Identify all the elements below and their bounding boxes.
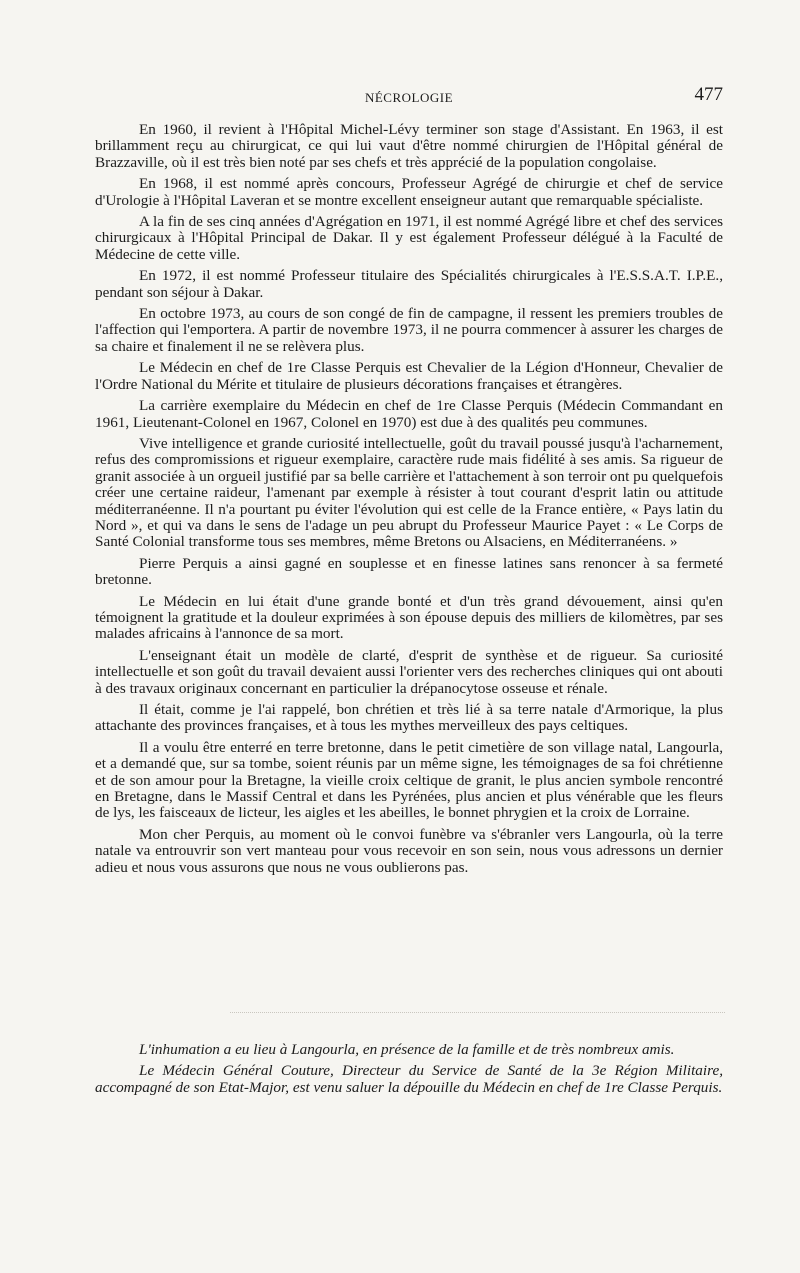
paragraph: En 1968, il est nommé après concours, Professeur Agrégé de chirurgie et chef de service d'Urologie à l'Hôpital Laveran et se montre excellent enseigneur autant que remarquable spécialiste.	[95, 175, 723, 209]
paragraph: Vive intelligence et grande curiosité intellectuelle, goût du travail poussé jusqu'à l'acharnement, refus des compromissions et rigueur exemplaire, caractère rude mais fidélité à ses amis. Sa rigueur de granit associée à un orgueil justifié par sa belle carrière et l'attachement à son terroir ont pu quelquefois créer une certaine raideur, l'amenant par exemple à résister à tout courant d'esprit latin ou attitude méditerranéenne. Il n'a pourtant pu éviter l'évolution qui est celle de la France entière, « Pays latin du Nord », et qui va dans le sens de l'adage un peu abrupt du Professeur Maurice Payet : « Le Corps de Santé Colonial transforme tous ses membres, même Bretons ou Alsaciens, en Méditerranéens. »	[95, 434, 723, 551]
paragraph: Pierre Perquis a ainsi gagné en souplesse et en finesse latines sans renoncer à sa fermeté bretonne.	[95, 554, 723, 589]
paragraph: Mon cher Perquis, au moment où le convoi funèbre va s'ébranler vers Langourla, où la terre natale va entrouvrir son vert manteau pour vous recevoir en son sein, nous vous adressons un dernier adieu et nous vous assurons que nous ne vous oublierons pas.	[95, 825, 723, 876]
page-number: 477	[694, 84, 723, 105]
paragraph: A la fin de ses cinq années d'Agrégation en 1971, il est nommé Agrégé libre et chef des services chirurgicaux à l'Hôpital Principal de Dakar. Il y est également Professeur délégué à la Faculté de Médecine de cette ville.	[95, 213, 723, 263]
paragraph: En 1960, il revient à l'Hôpital Michel-Lévy terminer son stage d'Assistant. En 1963, il est brillamment reçu au chirurgicat, ce qui lui vaut d'être nommé chirurgien de l'Hôpital général de Brazzaville, où il est très bien noté par ses chefs et très apprécié de la population congolaise.	[95, 121, 723, 171]
page-header	[95, 84, 723, 114]
closing-paragraph: L'inhumation a eu lieu à Langourla, en présence de la famille et de très nombreux amis.	[139, 1041, 675, 1058]
paragraph: Il était, comme je l'ai rappelé, bon chrétien et très lié à sa terre natale d'Armorique, la plus attachante des provinces françaises, et à tous les mythes merveilleux des pays celtiques.	[95, 701, 723, 735]
paragraph: La carrière exemplaire du Médecin en chef de 1re Classe Perquis (Médecin Commandant en 1961, Lieutenant-Colonel en 1967, Colonel en 1970) est due à des qualités peu communes.	[95, 397, 723, 431]
closing-notes	[95, 1042, 723, 1101]
paragraph: En 1972, il est nommé Professeur titulaire des Spécialités chirurgicales à l'E.S.S.A.T. I.P.E., pendant son séjour à Dakar.	[95, 267, 723, 301]
paragraph: Le Médecin en lui était d'une grande bonté et d'un très grand dévouement, ainsi qu'en témoignent la gratitude et la douleur exprimées à son épouse depuis des milliers de kilomètres, par ses malades africains à l'annonce de sa mort.	[95, 592, 723, 643]
paragraph: L'enseignant était un modèle de clarté, d'esprit de synthèse et de rigueur. Sa curiosité intellectuelle et son goût du travail devaient aussi l'orienter vers des recherches cliniques qui ont abouti à des travaux originaux concernant en particulier la drépanocytose osseuse et rénale.	[95, 646, 723, 697]
running-title: NÉCROLOGIE	[364, 90, 454, 105]
obituary-body	[95, 122, 723, 881]
paragraph: En octobre 1973, au cours de son congé de fin de campagne, il ressent les premiers troubles de l'affection qui l'emportera. A partir de novembre 1973, il ne pourra commencer à assurer les charges de sa chaire et finalement il ne se relèvera plus.	[95, 305, 723, 355]
closing-paragraph: Le Médecin Général Couture, Directeur du Service de Santé de la 3e Région Militaire, accompagné de son Etat-Major, est venu saluer la dépouille du Médecin en chef de 1re Classe Perquis.	[95, 1062, 723, 1096]
paragraph: Il a voulu être enterré en terre bretonne, dans le petit cimetière de son village natal, Langourla, et a demandé que, sur sa tombe, soient réunis par un même signe, les témoignages de sa foi chrétienne et de son amour pour la Bretagne, la vieille croix celtique de granit, le plus ancien symbole rencontré en Bretagne, dans le Massif Central et dans les Pyrénées, plus ancien et plus vénérable que les fleurs de lys, les faisceaux de licteur, les aigles et les abeilles, le bonnet phrygien et la croix de Lorraine.	[95, 738, 723, 822]
paragraph: Le Médecin en chef de 1re Classe Perquis est Chevalier de la Légion d'Honneur, Chevalier de l'Ordre National du Mérite et titulaire de plusieurs décorations françaises et étrangères.	[95, 359, 723, 393]
section-divider	[230, 1012, 725, 1013]
